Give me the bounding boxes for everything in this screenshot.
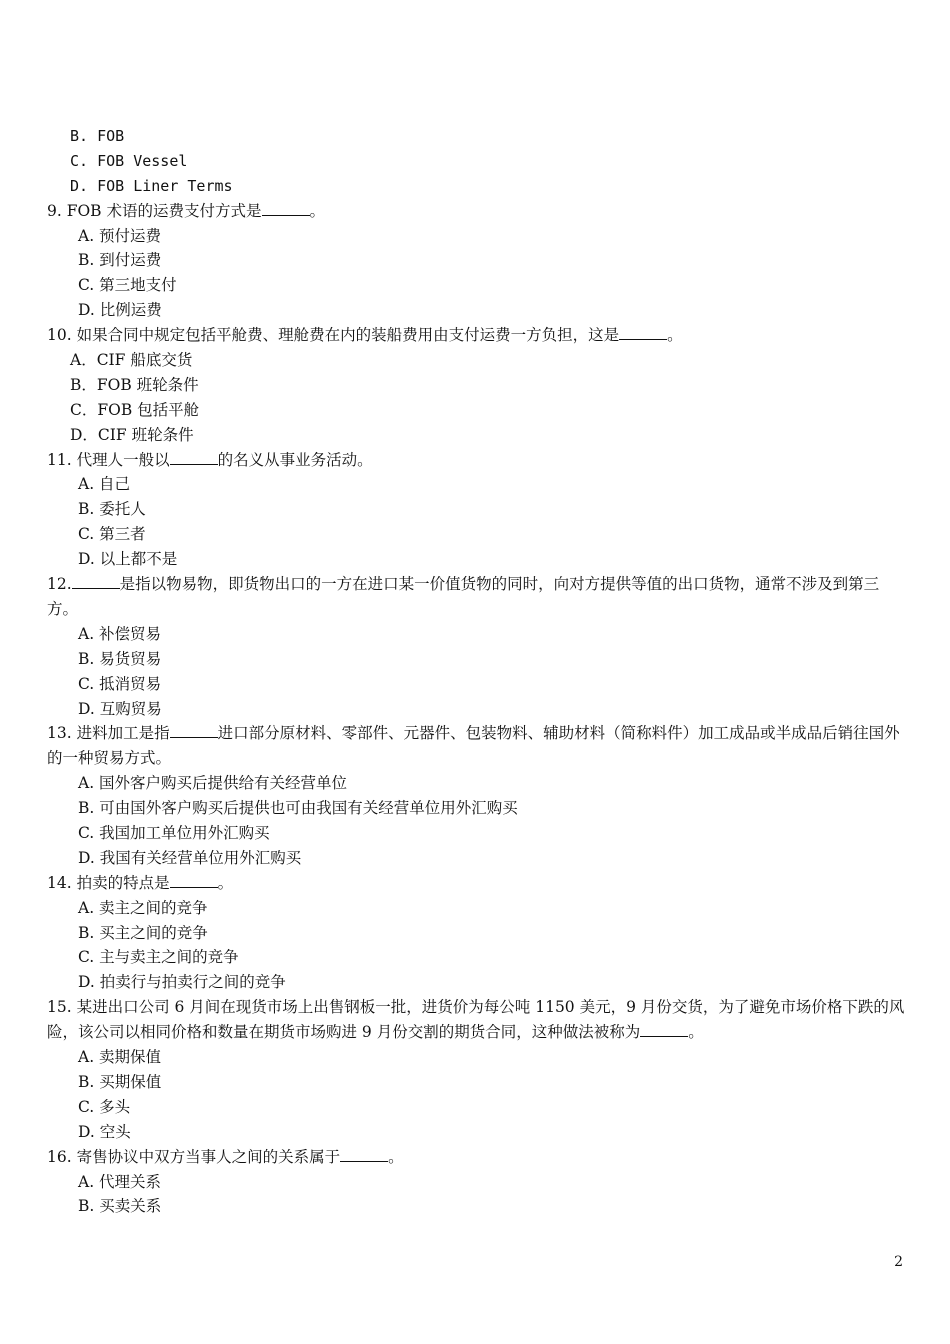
option: B. FOB <box>70 127 125 145</box>
option: B. 买主之间的竞争 <box>78 923 208 942</box>
option: A. 国外客户购买后提供给有关经营单位 <box>78 774 348 793</box>
option: A. 代理关系 <box>78 1172 162 1191</box>
answer-blank <box>170 723 218 738</box>
answer-blank <box>170 450 218 465</box>
option: B．FOB 班轮条件 <box>70 375 199 394</box>
option: C．FOB 包括平舱 <box>70 400 200 419</box>
question-10: 10. 如果合同中规定包括平舱费、理舱费在内的装船费用由支付运费一方负担，这是 。 <box>47 326 683 345</box>
option: D. 拍卖行与拍卖行之间的竞争 <box>78 973 286 992</box>
option: D. 我国有关经营单位用外汇购买 <box>78 848 302 867</box>
option: B. 到付运费 <box>78 251 162 270</box>
option: B. 买卖关系 <box>78 1197 162 1216</box>
option: A. 卖期保值 <box>78 1048 162 1067</box>
option: D. FOB Liner Terms <box>70 176 233 195</box>
option: C. 第三者 <box>78 525 146 544</box>
answer-blank <box>262 201 310 216</box>
option: D. 以上都不是 <box>78 550 178 569</box>
option: B. 易货贸易 <box>78 649 162 668</box>
question-11: 11. 代理人一般以 的名义从事业务活动。 <box>47 450 373 469</box>
option: A. 自己 <box>78 475 131 494</box>
option: A. 卖主之间的竞争 <box>78 898 208 917</box>
option: C. 多头 <box>78 1097 131 1116</box>
question-13: 13. 进料加工是指 进口部分原材料、零部件、元器件、包装物料、辅助材料（简称料件）加工成品或半成品后销往国外的一种贸易方式。 <box>47 724 900 768</box>
option: A．CIF 船底交货 <box>70 351 193 370</box>
question-15: 15. 某进出口公司 6 月间在现货市场上出售钢板一批，进货价为每公吨 1150 美元，9 月份交货，为了避免市场价格下跌的风险，该公司以相同价格和数量在期货市场购进 9 月份交割的期货合同，这种做法被称为 。 <box>47 998 905 1042</box>
option: D. 互购贸易 <box>78 699 162 718</box>
option: D．CIF 班轮条件 <box>70 425 194 444</box>
question-14: 14. 拍卖的特点是 。 <box>47 873 234 892</box>
option: D. 空头 <box>78 1122 131 1141</box>
option: C. 抵消贸易 <box>78 674 162 693</box>
question-9: 9. FOB 术语的运费支付方式是 。 <box>47 201 326 220</box>
option: B. 买期保值 <box>78 1072 162 1091</box>
option: B. 委托人 <box>78 500 146 519</box>
option: C. 第三地支付 <box>78 276 177 295</box>
page-number: 2 <box>894 1254 903 1270</box>
answer-blank <box>170 873 218 888</box>
answer-blank <box>619 325 667 340</box>
question-12: 12. 是指以物易物，即货物出口的一方在进口某一价值货物的同时，向对方提供等值的出口货物，通常不涉及到第三方。 <box>47 575 880 618</box>
answer-blank <box>72 574 120 589</box>
option: A. 预付运费 <box>78 226 162 245</box>
question-16: 16. 寄售协议中双方当事人之间的关系属于 。 <box>47 1147 404 1166</box>
answer-blank <box>340 1147 388 1162</box>
option: C. 我国加工单位用外汇购买 <box>78 824 270 842</box>
option: D. 比例运费 <box>78 301 162 320</box>
question-list <box>47 124 909 1219</box>
option: C. 主与卖主之间的竞争 <box>78 948 239 967</box>
option: A. 补偿贸易 <box>78 624 162 643</box>
answer-blank <box>640 1022 688 1037</box>
option: C. FOB Vessel <box>70 151 188 170</box>
option: B. 可由国外客户购买后提供也可由我国有关经营单位用外汇购买 <box>78 799 518 818</box>
